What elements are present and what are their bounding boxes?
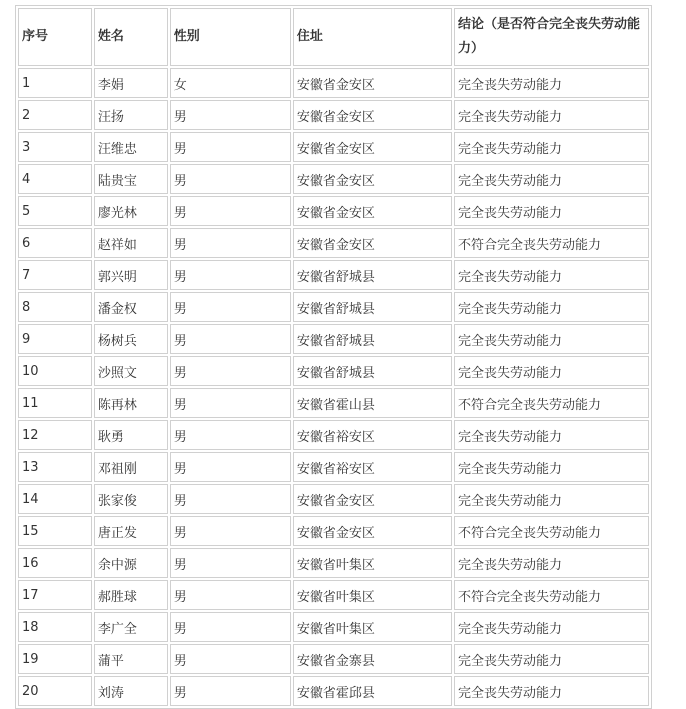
cell-gender: 男 bbox=[170, 548, 291, 578]
header-gender: 性别 bbox=[170, 8, 291, 66]
cell-name: 汪扬 bbox=[94, 100, 168, 130]
cell-conclusion: 完全丧失劳动能力 bbox=[454, 132, 649, 162]
cell-address: 安徽省金安区 bbox=[293, 228, 452, 258]
table-row bbox=[18, 164, 649, 194]
cell-address: 安徽省叶集区 bbox=[293, 612, 452, 642]
table-row bbox=[18, 612, 649, 642]
cell-index: 19 bbox=[18, 644, 92, 674]
cell-address: 安徽省裕安区 bbox=[293, 452, 452, 482]
cell-conclusion: 完全丧失劳动能力 bbox=[454, 452, 649, 482]
table-row bbox=[18, 580, 649, 610]
cell-gender: 男 bbox=[170, 324, 291, 354]
cell-conclusion: 不符合完全丧失劳动能力 bbox=[454, 580, 649, 610]
table-row bbox=[18, 292, 649, 322]
cell-address: 安徽省金安区 bbox=[293, 196, 452, 226]
cell-conclusion: 完全丧失劳动能力 bbox=[454, 548, 649, 578]
cell-conclusion: 不符合完全丧失劳动能力 bbox=[454, 516, 649, 546]
cell-address: 安徽省金安区 bbox=[293, 68, 452, 98]
cell-index: 3 bbox=[18, 132, 92, 162]
cell-index: 14 bbox=[18, 484, 92, 514]
table-row bbox=[18, 388, 649, 418]
header-name: 姓名 bbox=[94, 8, 168, 66]
header-address: 住址 bbox=[293, 8, 452, 66]
cell-name: 沙照文 bbox=[94, 356, 168, 386]
cell-name: 陆贵宝 bbox=[94, 164, 168, 194]
cell-address: 安徽省金安区 bbox=[293, 100, 452, 130]
table-row bbox=[18, 676, 649, 706]
cell-name: 耿勇 bbox=[94, 420, 168, 450]
cell-index: 13 bbox=[18, 452, 92, 482]
cell-index: 17 bbox=[18, 580, 92, 610]
cell-name: 蒲平 bbox=[94, 644, 168, 674]
cell-name: 潘金权 bbox=[94, 292, 168, 322]
cell-index: 18 bbox=[18, 612, 92, 642]
table-body bbox=[18, 68, 649, 706]
table-row bbox=[18, 260, 649, 290]
table-row bbox=[18, 420, 649, 450]
cell-index: 11 bbox=[18, 388, 92, 418]
cell-conclusion: 不符合完全丧失劳动能力 bbox=[454, 228, 649, 258]
cell-name: 邓祖刚 bbox=[94, 452, 168, 482]
header-conclusion: 结论（是否符合完全丧失劳动能力） bbox=[454, 8, 649, 66]
table-header-row bbox=[18, 8, 649, 66]
cell-gender: 男 bbox=[170, 228, 291, 258]
cell-index: 8 bbox=[18, 292, 92, 322]
cell-conclusion: 完全丧失劳动能力 bbox=[454, 484, 649, 514]
cell-gender: 男 bbox=[170, 484, 291, 514]
cell-gender: 男 bbox=[170, 196, 291, 226]
cell-conclusion: 完全丧失劳动能力 bbox=[454, 324, 649, 354]
table-container bbox=[15, 5, 652, 709]
cell-address: 安徽省金安区 bbox=[293, 516, 452, 546]
table-row bbox=[18, 324, 649, 354]
table-row bbox=[18, 356, 649, 386]
cell-name: 刘涛 bbox=[94, 676, 168, 706]
cell-index: 2 bbox=[18, 100, 92, 130]
cell-conclusion: 完全丧失劳动能力 bbox=[454, 100, 649, 130]
cell-gender: 女 bbox=[170, 68, 291, 98]
cell-conclusion: 完全丧失劳动能力 bbox=[454, 164, 649, 194]
cell-gender: 男 bbox=[170, 292, 291, 322]
cell-gender: 男 bbox=[170, 676, 291, 706]
cell-gender: 男 bbox=[170, 260, 291, 290]
cell-index: 16 bbox=[18, 548, 92, 578]
cell-index: 1 bbox=[18, 68, 92, 98]
table-row bbox=[18, 196, 649, 226]
cell-address: 安徽省舒城县 bbox=[293, 324, 452, 354]
cell-conclusion: 完全丧失劳动能力 bbox=[454, 260, 649, 290]
cell-address: 安徽省金寨县 bbox=[293, 644, 452, 674]
cell-conclusion: 完全丧失劳动能力 bbox=[454, 420, 649, 450]
assessment-results-table bbox=[15, 5, 652, 709]
header-index: 序号 bbox=[18, 8, 92, 66]
cell-name: 郝胜球 bbox=[94, 580, 168, 610]
cell-gender: 男 bbox=[170, 516, 291, 546]
cell-name: 陈再林 bbox=[94, 388, 168, 418]
cell-gender: 男 bbox=[170, 452, 291, 482]
cell-address: 安徽省霍山县 bbox=[293, 388, 452, 418]
cell-index: 9 bbox=[18, 324, 92, 354]
cell-address: 安徽省舒城县 bbox=[293, 260, 452, 290]
table-row bbox=[18, 132, 649, 162]
cell-name: 余中源 bbox=[94, 548, 168, 578]
cell-name: 张家俊 bbox=[94, 484, 168, 514]
table-row bbox=[18, 68, 649, 98]
cell-index: 4 bbox=[18, 164, 92, 194]
cell-name: 赵祥如 bbox=[94, 228, 168, 258]
cell-gender: 男 bbox=[170, 388, 291, 418]
cell-name: 廖光林 bbox=[94, 196, 168, 226]
cell-name: 唐正发 bbox=[94, 516, 168, 546]
cell-index: 12 bbox=[18, 420, 92, 450]
cell-address: 安徽省叶集区 bbox=[293, 548, 452, 578]
table-row bbox=[18, 644, 649, 674]
cell-name: 李广全 bbox=[94, 612, 168, 642]
cell-index: 7 bbox=[18, 260, 92, 290]
cell-name: 杨树兵 bbox=[94, 324, 168, 354]
cell-index: 20 bbox=[18, 676, 92, 706]
table-row bbox=[18, 228, 649, 258]
cell-address: 安徽省金安区 bbox=[293, 132, 452, 162]
cell-address: 安徽省舒城县 bbox=[293, 292, 452, 322]
cell-gender: 男 bbox=[170, 132, 291, 162]
cell-address: 安徽省金安区 bbox=[293, 484, 452, 514]
cell-gender: 男 bbox=[170, 164, 291, 194]
table-row bbox=[18, 452, 649, 482]
cell-gender: 男 bbox=[170, 420, 291, 450]
cell-gender: 男 bbox=[170, 100, 291, 130]
cell-address: 安徽省舒城县 bbox=[293, 356, 452, 386]
cell-address: 安徽省叶集区 bbox=[293, 580, 452, 610]
cell-address: 安徽省霍邱县 bbox=[293, 676, 452, 706]
cell-gender: 男 bbox=[170, 356, 291, 386]
cell-conclusion: 完全丧失劳动能力 bbox=[454, 68, 649, 98]
cell-gender: 男 bbox=[170, 644, 291, 674]
cell-conclusion: 不符合完全丧失劳动能力 bbox=[454, 388, 649, 418]
cell-address: 安徽省裕安区 bbox=[293, 420, 452, 450]
cell-name: 李娟 bbox=[94, 68, 168, 98]
cell-index: 15 bbox=[18, 516, 92, 546]
table-row bbox=[18, 548, 649, 578]
cell-gender: 男 bbox=[170, 612, 291, 642]
cell-conclusion: 完全丧失劳动能力 bbox=[454, 292, 649, 322]
cell-conclusion: 完全丧失劳动能力 bbox=[454, 676, 649, 706]
cell-index: 5 bbox=[18, 196, 92, 226]
cell-name: 汪维忠 bbox=[94, 132, 168, 162]
table-row bbox=[18, 516, 649, 546]
table-row bbox=[18, 484, 649, 514]
cell-conclusion: 完全丧失劳动能力 bbox=[454, 612, 649, 642]
cell-address: 安徽省金安区 bbox=[293, 164, 452, 194]
cell-conclusion: 完全丧失劳动能力 bbox=[454, 356, 649, 386]
cell-name: 郭兴明 bbox=[94, 260, 168, 290]
cell-index: 10 bbox=[18, 356, 92, 386]
cell-conclusion: 完全丧失劳动能力 bbox=[454, 644, 649, 674]
cell-index: 6 bbox=[18, 228, 92, 258]
table-row bbox=[18, 100, 649, 130]
cell-conclusion: 完全丧失劳动能力 bbox=[454, 196, 649, 226]
cell-gender: 男 bbox=[170, 580, 291, 610]
